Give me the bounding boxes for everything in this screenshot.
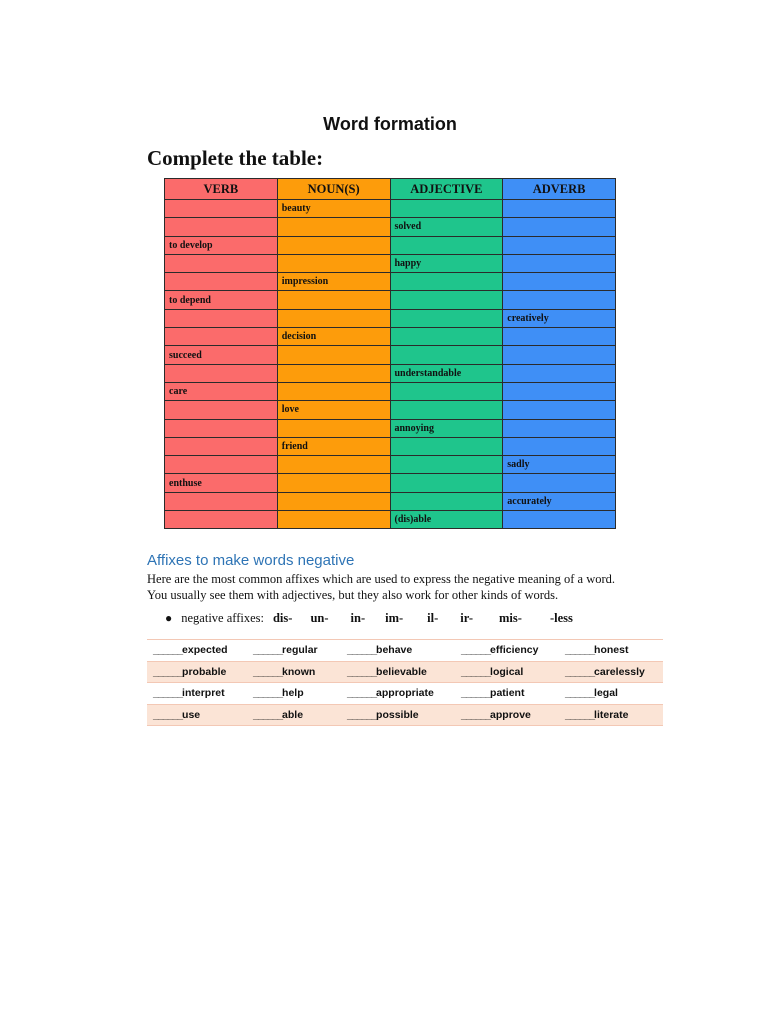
bullet-icon: ● xyxy=(165,611,173,625)
table-cell[interactable] xyxy=(277,456,390,474)
header-verb: VERB xyxy=(165,179,278,200)
table-cell: beauty xyxy=(277,200,390,218)
table-cell: creatively xyxy=(503,309,616,327)
exercise-word: able xyxy=(282,708,304,721)
answer-blank[interactable]: ______ xyxy=(347,687,377,700)
table-cell[interactable] xyxy=(165,437,278,455)
table-cell: to develop xyxy=(165,236,278,254)
table-cell[interactable] xyxy=(277,364,390,382)
affix-item: im- xyxy=(385,611,404,625)
affix-list xyxy=(165,611,573,626)
answer-blank[interactable]: ______ xyxy=(347,665,377,678)
answer-blank[interactable]: ______ xyxy=(253,644,283,657)
exercise-item[interactable] xyxy=(559,704,663,726)
exercise-word: appropriate xyxy=(376,687,434,700)
exercise-item[interactable] xyxy=(341,704,455,726)
affix-exercise-body xyxy=(147,640,663,726)
table-cell[interactable] xyxy=(165,492,278,510)
table-row xyxy=(165,456,616,474)
page-title: Word formation xyxy=(323,114,457,134)
answer-blank[interactable]: ______ xyxy=(461,687,491,700)
exercise-word: logical xyxy=(490,665,524,678)
table-cell: care xyxy=(165,382,278,400)
table-row xyxy=(165,382,616,400)
instruction-heading: Complete the table: xyxy=(147,146,324,170)
table-cell[interactable] xyxy=(165,254,278,272)
exercise-item[interactable] xyxy=(247,661,341,683)
exercise-item[interactable] xyxy=(455,661,559,683)
table-row xyxy=(165,401,616,419)
table-cell[interactable] xyxy=(390,492,503,510)
table-cell[interactable] xyxy=(165,273,278,291)
exercise-word: honest xyxy=(594,644,629,657)
table-cell[interactable] xyxy=(390,437,503,455)
answer-blank[interactable]: ______ xyxy=(461,644,491,657)
table-cell[interactable] xyxy=(277,346,390,364)
exercise-word: patient xyxy=(490,687,525,700)
table-cell[interactable] xyxy=(390,474,503,492)
table-row xyxy=(165,291,616,309)
exercise-row xyxy=(147,661,663,683)
exercise-word: carelessly xyxy=(594,665,645,678)
table-cell[interactable] xyxy=(390,273,503,291)
table-row xyxy=(165,309,616,327)
exercise-word: possible xyxy=(376,708,419,721)
table-cell[interactable] xyxy=(277,218,390,236)
affix-item: mis- xyxy=(499,611,522,625)
table-row xyxy=(165,419,616,437)
exercise-item[interactable] xyxy=(147,640,247,662)
affix-list-label: negative affixes: xyxy=(181,611,264,625)
exercise-word: efficiency xyxy=(490,644,539,657)
affixes-intro: Here are the most common affixes which are used to express the negative meaning of a word. You usually see them with adjectives, but they also work for other kinds of words. xyxy=(147,572,616,602)
answer-blank[interactable]: ______ xyxy=(153,708,183,721)
exercise-item[interactable] xyxy=(247,640,341,662)
answer-blank[interactable]: ______ xyxy=(153,665,183,678)
table-cell: friend xyxy=(277,437,390,455)
table-cell[interactable] xyxy=(503,200,616,218)
answer-blank[interactable]: ______ xyxy=(253,687,283,700)
table-cell[interactable] xyxy=(277,511,390,529)
table-cell[interactable] xyxy=(277,236,390,254)
table-row xyxy=(165,346,616,364)
exercise-item[interactable] xyxy=(559,661,663,683)
exercise-item[interactable] xyxy=(341,661,455,683)
affix-item: un- xyxy=(310,611,329,625)
table-cell[interactable] xyxy=(165,200,278,218)
table-header-row xyxy=(165,179,616,200)
affix-item: dis- xyxy=(272,611,293,625)
table-cell[interactable] xyxy=(503,254,616,272)
answer-blank[interactable]: ______ xyxy=(565,665,595,678)
table-cell[interactable] xyxy=(503,236,616,254)
table-row xyxy=(165,218,616,236)
table-cell[interactable] xyxy=(390,328,503,346)
table-cell: enthuse xyxy=(165,474,278,492)
header-adverb: ADVERB xyxy=(503,179,616,200)
affix-items xyxy=(273,611,573,626)
exercise-item[interactable] xyxy=(455,683,559,705)
table-cell[interactable] xyxy=(165,328,278,346)
answer-blank[interactable]: ______ xyxy=(461,708,491,721)
exercise-word: expected xyxy=(182,644,228,657)
table-cell[interactable] xyxy=(503,218,616,236)
word-formation-table xyxy=(164,178,616,529)
table-cell[interactable] xyxy=(277,492,390,510)
answer-blank[interactable]: ______ xyxy=(565,687,595,700)
table-row xyxy=(165,474,616,492)
affixes-heading: Affixes to make words negative xyxy=(147,552,355,569)
answer-blank[interactable]: ______ xyxy=(153,644,183,657)
table-cell[interactable] xyxy=(277,309,390,327)
table-cell: understandable xyxy=(390,364,503,382)
table-cell[interactable] xyxy=(277,291,390,309)
exercise-row xyxy=(147,683,663,705)
answer-blank[interactable]: ______ xyxy=(347,644,377,657)
answer-blank[interactable]: ______ xyxy=(461,665,491,678)
table-row xyxy=(165,364,616,382)
exercise-item[interactable] xyxy=(147,683,247,705)
exercise-item[interactable] xyxy=(455,640,559,662)
exercise-word: legal xyxy=(594,687,618,700)
table-cell[interactable] xyxy=(503,419,616,437)
answer-blank[interactable]: ______ xyxy=(253,665,283,678)
exercise-word: probable xyxy=(182,665,227,678)
table-cell[interactable] xyxy=(390,346,503,364)
exercise-item[interactable] xyxy=(247,683,341,705)
table-cell: accurately xyxy=(503,492,616,510)
answer-blank[interactable]: ______ xyxy=(565,644,595,657)
table-cell[interactable] xyxy=(503,382,616,400)
table-cell[interactable] xyxy=(390,309,503,327)
table-cell[interactable] xyxy=(390,401,503,419)
table-row xyxy=(165,511,616,529)
table-cell[interactable] xyxy=(277,474,390,492)
table-cell[interactable] xyxy=(165,401,278,419)
table-cell: love xyxy=(277,401,390,419)
answer-blank[interactable]: ______ xyxy=(565,708,595,721)
affix-item: -less xyxy=(549,611,573,625)
exercise-item[interactable] xyxy=(147,661,247,683)
exercise-word: believable xyxy=(376,665,427,678)
affix-exercise-table xyxy=(147,639,663,726)
affix-item: ir- xyxy=(460,611,474,625)
exercise-item[interactable] xyxy=(341,640,455,662)
exercise-item[interactable] xyxy=(341,683,455,705)
exercise-item[interactable] xyxy=(147,704,247,726)
table-row xyxy=(165,328,616,346)
table-cell[interactable] xyxy=(390,236,503,254)
header-adjective: ADJECTIVE xyxy=(390,179,503,200)
exercise-row xyxy=(147,704,663,726)
table-cell: to depend xyxy=(165,291,278,309)
exercise-item[interactable] xyxy=(559,640,663,662)
exercise-item[interactable] xyxy=(559,683,663,705)
exercise-word: behave xyxy=(376,644,413,657)
table-cell: annoying xyxy=(390,419,503,437)
exercise-item[interactable] xyxy=(455,704,559,726)
affix-item: il- xyxy=(427,611,439,625)
answer-blank[interactable]: ______ xyxy=(153,687,183,700)
table-cell[interactable] xyxy=(390,456,503,474)
exercise-word: regular xyxy=(282,644,318,657)
exercise-word: known xyxy=(282,665,316,678)
table-cell: succeed xyxy=(165,346,278,364)
table-cell: sadly xyxy=(503,456,616,474)
exercise-word: interpret xyxy=(182,687,225,700)
header-nouns: NOUN(S) xyxy=(277,179,390,200)
table-cell[interactable] xyxy=(165,364,278,382)
table-row xyxy=(165,236,616,254)
table-cell[interactable] xyxy=(503,474,616,492)
table-cell: (dis)able xyxy=(390,511,503,529)
table-cell[interactable] xyxy=(165,309,278,327)
table-row xyxy=(165,254,616,272)
affix-item: in- xyxy=(350,611,366,625)
table-cell[interactable] xyxy=(503,511,616,529)
table-cell: solved xyxy=(390,218,503,236)
exercise-item[interactable] xyxy=(247,704,341,726)
table-cell: impression xyxy=(277,273,390,291)
word-formation-body xyxy=(165,200,616,529)
table-cell[interactable] xyxy=(503,437,616,455)
table-cell[interactable] xyxy=(165,456,278,474)
table-cell[interactable] xyxy=(503,328,616,346)
table-row xyxy=(165,437,616,455)
table-cell[interactable] xyxy=(390,200,503,218)
table-cell[interactable] xyxy=(390,382,503,400)
table-cell[interactable] xyxy=(503,346,616,364)
answer-blank[interactable]: ______ xyxy=(253,708,283,721)
table-cell[interactable] xyxy=(165,218,278,236)
exercise-row xyxy=(147,640,663,662)
answer-blank[interactable]: ______ xyxy=(347,708,377,721)
table-cell[interactable] xyxy=(390,291,503,309)
exercise-word: approve xyxy=(490,708,531,721)
exercise-word: use xyxy=(182,708,201,721)
table-cell[interactable] xyxy=(277,419,390,437)
table-row xyxy=(165,273,616,291)
table-cell: decision xyxy=(277,328,390,346)
table-row xyxy=(165,492,616,510)
table-row xyxy=(165,200,616,218)
table-cell: happy xyxy=(390,254,503,272)
table-cell[interactable] xyxy=(503,291,616,309)
exercise-word: help xyxy=(282,687,304,700)
table-cell[interactable] xyxy=(503,401,616,419)
table-cell[interactable] xyxy=(165,419,278,437)
table-cell[interactable] xyxy=(503,364,616,382)
table-cell[interactable] xyxy=(165,511,278,529)
table-cell[interactable] xyxy=(503,273,616,291)
table-cell[interactable] xyxy=(277,382,390,400)
table-cell[interactable] xyxy=(277,254,390,272)
exercise-word: literate xyxy=(594,708,629,721)
